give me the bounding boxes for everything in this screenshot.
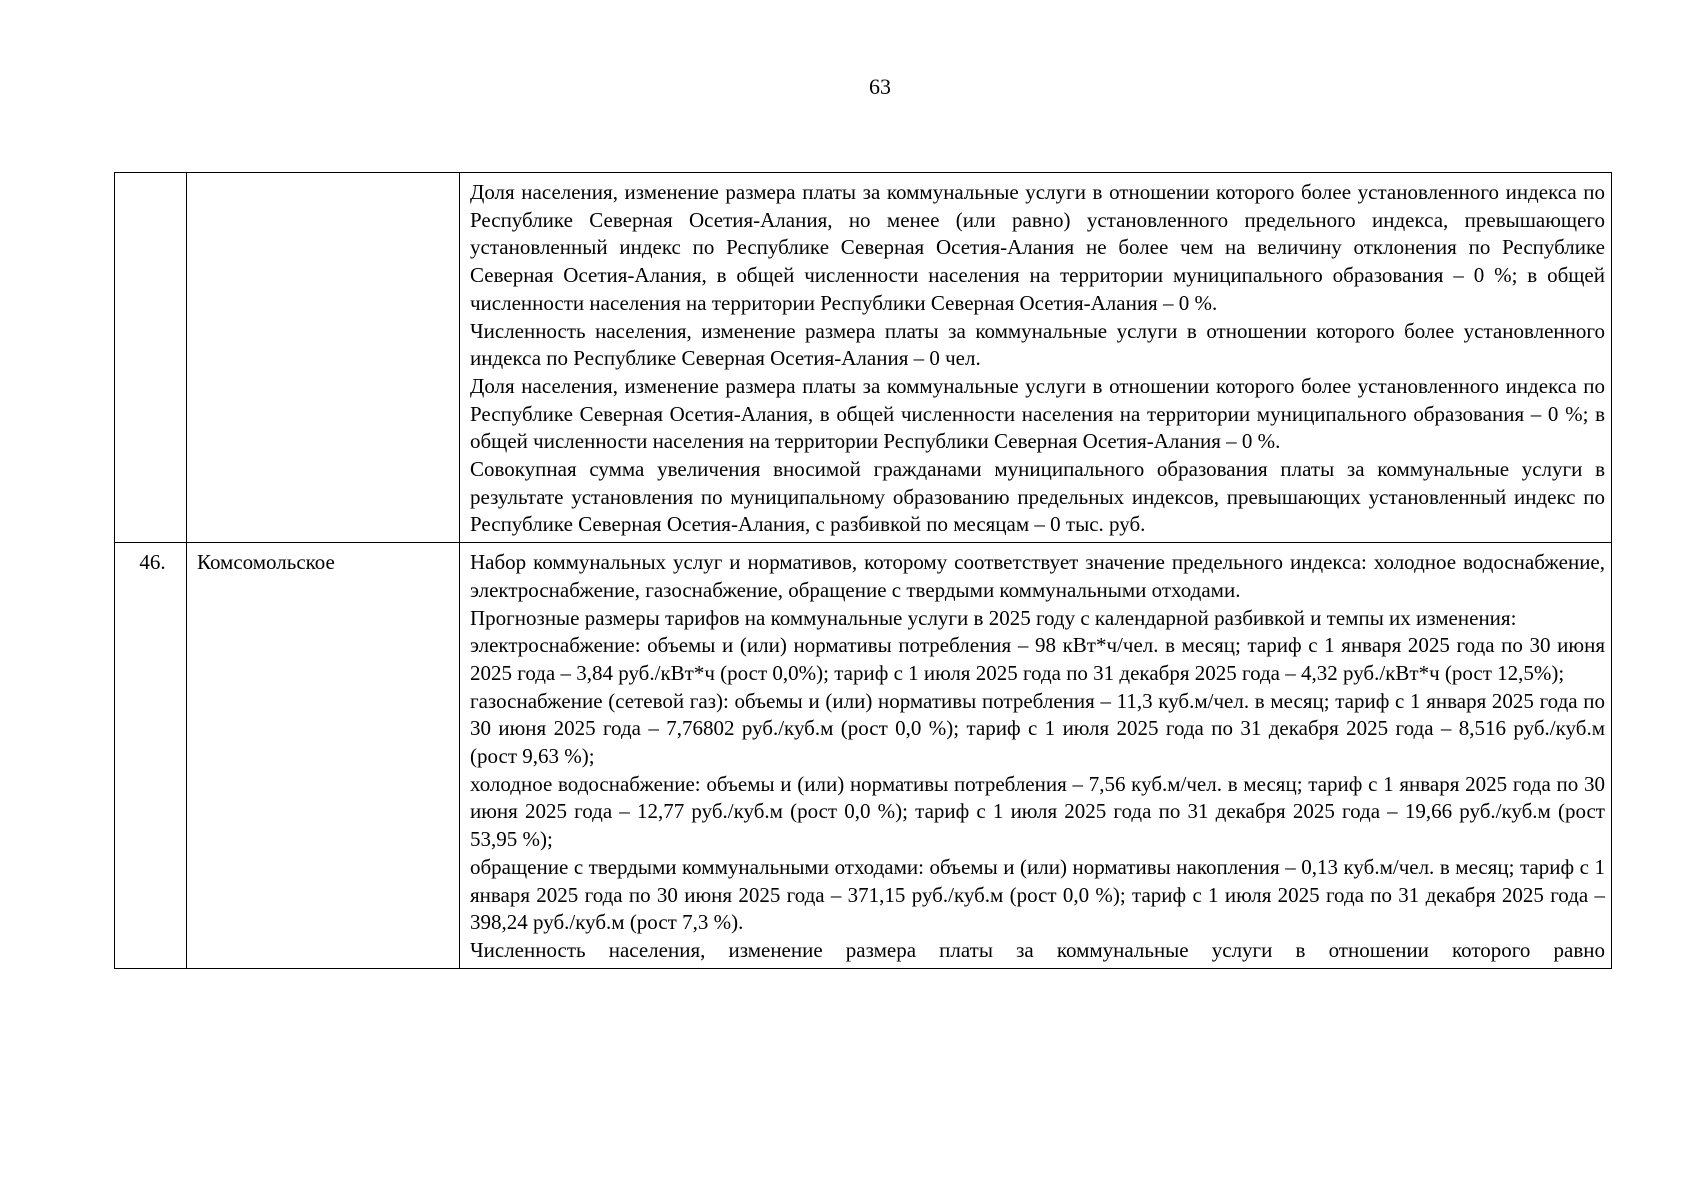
paragraph: электроснабжение: объемы и (или) нормативы потребления – 98 кВт*ч/чел. в месяц; тариф с 1 января 2025 года по 30 июня 2025 года – 3,84 руб./кВт*ч (рост 0,0%); тариф с 1 июля 2025 года по 31 декабря 2025 года – 4,32 руб./кВт*ч (рост 12,5%); <box>470 633 1605 685</box>
paragraph: Численность населения, изменение размера платы за коммунальные услуги в отношении которого более установленного индекса по Республике Северная Осетия-Алания – 0 чел. <box>470 318 1605 371</box>
paragraph: Набор коммунальных услуг и нормативов, которому соответствует значение предельного индекса: холодное водоснабжение, электроснабжение, газоснабжение, обращение с твердыми коммунальными отходами. <box>470 550 1605 602</box>
paragraph: Доля населения, изменение размера платы за коммунальные услуги в отношении которого более установленного индекса по Республике Северная Осетия-Алания, в общей численности населения на территории муниципального образования – 0 %; в общей численности населения на территории Республики Северная Осетия-Алания – 0 %. <box>470 373 1605 454</box>
paragraph: Совокупная сумма увеличения вносимой гражданами муниципального образования платы за коммунальные услуги в результате установления по муниципальному образованию предельных индексов, превышающих установленный индекс по Республике Северная Осетия-Алания, с разбивкой по месяцам – 0 тыс. руб. <box>470 457 1605 537</box>
description-cell <box>460 173 1612 543</box>
municipal-tariff-table <box>114 172 1612 969</box>
paragraph: Численность населения, изменение размера платы за коммунальные услуги в отношении которого равно <box>470 937 1605 962</box>
row-number-cell <box>115 173 187 543</box>
table-row <box>115 543 1612 969</box>
page-number: 63 <box>869 74 891 99</box>
municipality-name-cell <box>187 173 460 543</box>
paragraph: Прогнозные размеры тарифов на коммунальные услуги в 2025 году с календарной разбивкой и темпы их изменения: <box>470 605 1517 630</box>
paragraph: Доля населения, изменение размера платы за коммунальные услуги в отношении которого более установленного индекса по Республике Северная Осетия-Алания, но менее (или равно) установленного предельного индекса, превышающего установленный индекс по Республике Северная Осетия-Алания не более чем на величину отклонения по Республике Северная Осетия-Алания, в общей численности населения на территории муниципального образования – 0 %; в общей численности населения на территории Республики Северная Осетия-Алания – 0 %. <box>470 180 1605 315</box>
municipality-name-cell: Комсомольское <box>187 543 460 969</box>
paragraph: холодное водоснабжение: объемы и (или) нормативы потребления – 7,56 куб.м/чел. в месяц; тариф с 1 января 2025 года по 30 июня 2025 года – 12,77 руб./куб.м (рост 0,0 %); тариф с 1 июля 2025 года по 31 декабря 2025 года – 19,66 руб./куб.м (рост 53,95 %); <box>470 771 1605 852</box>
description-cell <box>460 543 1612 969</box>
row-number-cell: 46. <box>115 543 187 969</box>
table-row <box>115 173 1612 543</box>
paragraph: обращение с твердыми коммунальными отходами: объемы и (или) нормативы накопления – 0,13 куб.м/чел. в месяц; тариф с 1 января 2025 года по 30 июня 2025 года – 371,15 руб./куб.м (рост 0,0 %); тариф с 1 июля 2025 года по 31 декабря 2025 года –398,24 руб./куб.м (рост 7,3 %). <box>470 854 1605 935</box>
paragraph: газоснабжение (сетевой газ): объемы и (или) нормативы потребления – 11,3 куб.м/чел. в месяц; тариф с 1 января 2025 года по 30 июня 2025 года – 7,76802 руб./куб.м (рост 0,0 %); тариф с 1 июля 2025 года по 31 декабря 2025 года – 8,516 руб./куб.м (рост 9,63 %); <box>470 688 1605 769</box>
